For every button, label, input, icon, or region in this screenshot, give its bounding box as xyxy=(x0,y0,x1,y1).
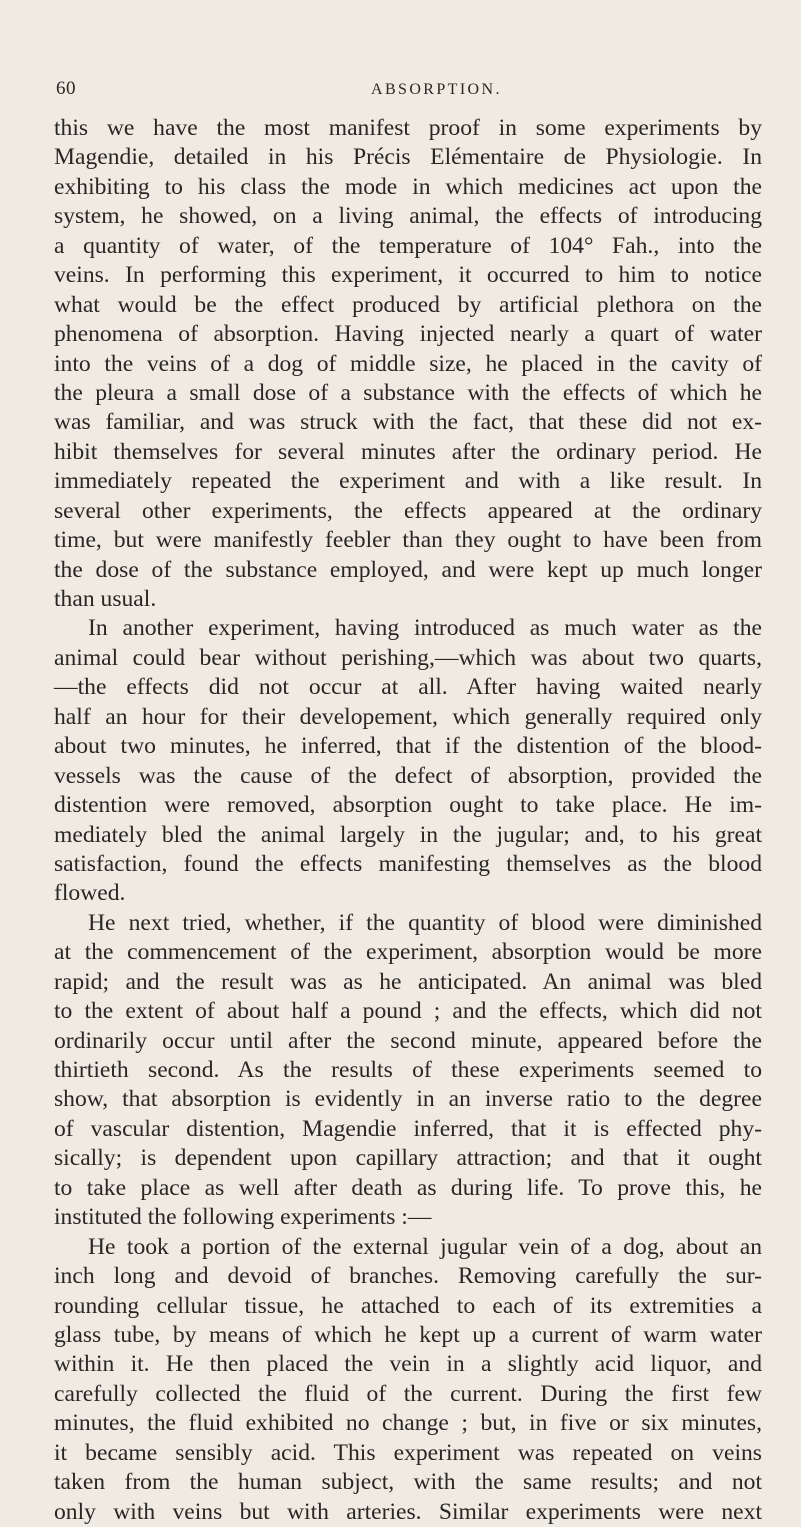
text-line: —the effects did not occur at all. After having waited nearly xyxy=(54,674,762,701)
paragraph-end-line: than usual. xyxy=(54,586,157,612)
text-line: mediately bled the animal largely in the jugular; and, to his great xyxy=(54,821,762,848)
text-line: animal could bear without perishing,—which was about two quarts, xyxy=(54,644,762,671)
text-line: satisfaction, found the effects manifesting themselves as the blood xyxy=(54,850,762,877)
text-line: was familiar, and was struck with the fact, that these did not ex- xyxy=(54,409,762,436)
text-line: this we have the most manifest proof in some experiments by xyxy=(54,115,762,141)
text-line: inch long and devoid of branches. Removing carefully the sur- xyxy=(54,1263,762,1290)
text-line: carefully collected the fluid of the current. During the first few xyxy=(54,1380,762,1407)
paragraph-end-line: flowed. xyxy=(54,880,126,907)
page-number: 60 xyxy=(56,78,76,99)
text-line: within it. He then placed the vein in a slightly acid liquor, and xyxy=(54,1351,762,1378)
text-line: minutes, the fluid exhibited no change ; but, in five or six minutes, xyxy=(54,1410,762,1437)
text-line: thirtieth second. As the results of these experiments seemed to xyxy=(54,1057,762,1083)
text-line: the pleura a small dose of a substance with the effects of which he xyxy=(54,379,762,406)
text-line: only with veins but with arteries. Similar experiments were next xyxy=(54,1498,762,1525)
text-line: show, that absorption is evidently in an inverse ratio to the degree xyxy=(54,1086,762,1113)
text-line: to the extent of about half a pound ; and the effects, which did not xyxy=(54,998,762,1025)
text-line: about two minutes, he inferred, that if the distention of the blood- xyxy=(54,733,762,760)
text-line: vessels was the cause of the defect of absorption, provided the xyxy=(54,762,762,789)
text-line: distention were removed, absorption ought to take place. He im- xyxy=(54,792,762,819)
text-line: the dose of the substance employed, and were kept up much longer xyxy=(54,556,762,583)
text-line: ordinarily occur until after the second minute, appeared before the xyxy=(54,1027,762,1054)
text-line: rapid; and the result was as he anticipated. An animal was bled xyxy=(54,968,762,995)
text-line: system, he showed, on a living animal, the effects of introducing xyxy=(54,203,762,230)
text-line: several other experiments, the effects appeared at the ordinary xyxy=(54,497,762,524)
text-line: to take place as well after death as during life. To prove this, he xyxy=(54,1174,762,1201)
text-line: immediately repeated the experiment and with a like result. In xyxy=(54,468,762,495)
paragraph-start-line: He next tried, whether, if the quantity of blood were diminished xyxy=(88,909,762,936)
text-line: it became sensibly acid. This experiment was repeated on veins xyxy=(54,1439,762,1466)
text-line: glass tube, by means of which he kept up a current of warm water xyxy=(54,1321,762,1348)
running-header xyxy=(56,78,756,104)
text-line: time, but were manifestly feebler than they ought to have been from xyxy=(54,527,762,554)
text-line: into the veins of a dog of middle size, he placed in the cavity of xyxy=(54,350,762,377)
text-line: Magendie, detailed in his Précis Elémentaire de Physiologie. In xyxy=(54,144,762,171)
text-line: taken from the human subject, with the same results; and not xyxy=(54,1469,762,1496)
text-line: phenomena of absorption. Having injected nearly a quart of water xyxy=(54,321,762,348)
text-line: hibit themselves for several minutes after the ordinary period. He xyxy=(54,438,762,465)
paragraph-start-line: He took a portion of the external jugular vein of a dog, about an xyxy=(88,1233,762,1260)
text-line: veins. In performing this experiment, it occurred to him to notice xyxy=(54,262,762,289)
text-line: a quantity of water, of the temperature of 104° Fah., into the xyxy=(54,232,762,259)
running-title: ABSORPTION. xyxy=(371,81,502,98)
body-text xyxy=(54,114,762,1527)
text-line: what would be the effect produced by artificial plethora on the xyxy=(54,291,762,318)
text-line: rounding cellular tissue, he attached to each of its extremities a xyxy=(54,1292,762,1319)
paragraph-end-line: instituted the following experiments :— xyxy=(54,1204,432,1231)
paragraph-start-line: In another experiment, having introduced as much water as the xyxy=(88,615,762,642)
text-line: exhibiting to his class the mode in which medicines act upon the xyxy=(54,173,762,200)
text-line: sically; is dependent upon capillary attraction; and that it ought xyxy=(54,1145,762,1172)
text-line: of vascular distention, Magendie inferred, that it is effected phy- xyxy=(54,1115,762,1142)
text-line: half an hour for their developement, which generally required only xyxy=(54,703,762,730)
text-line: at the commencement of the experiment, absorption would be more xyxy=(54,939,762,966)
